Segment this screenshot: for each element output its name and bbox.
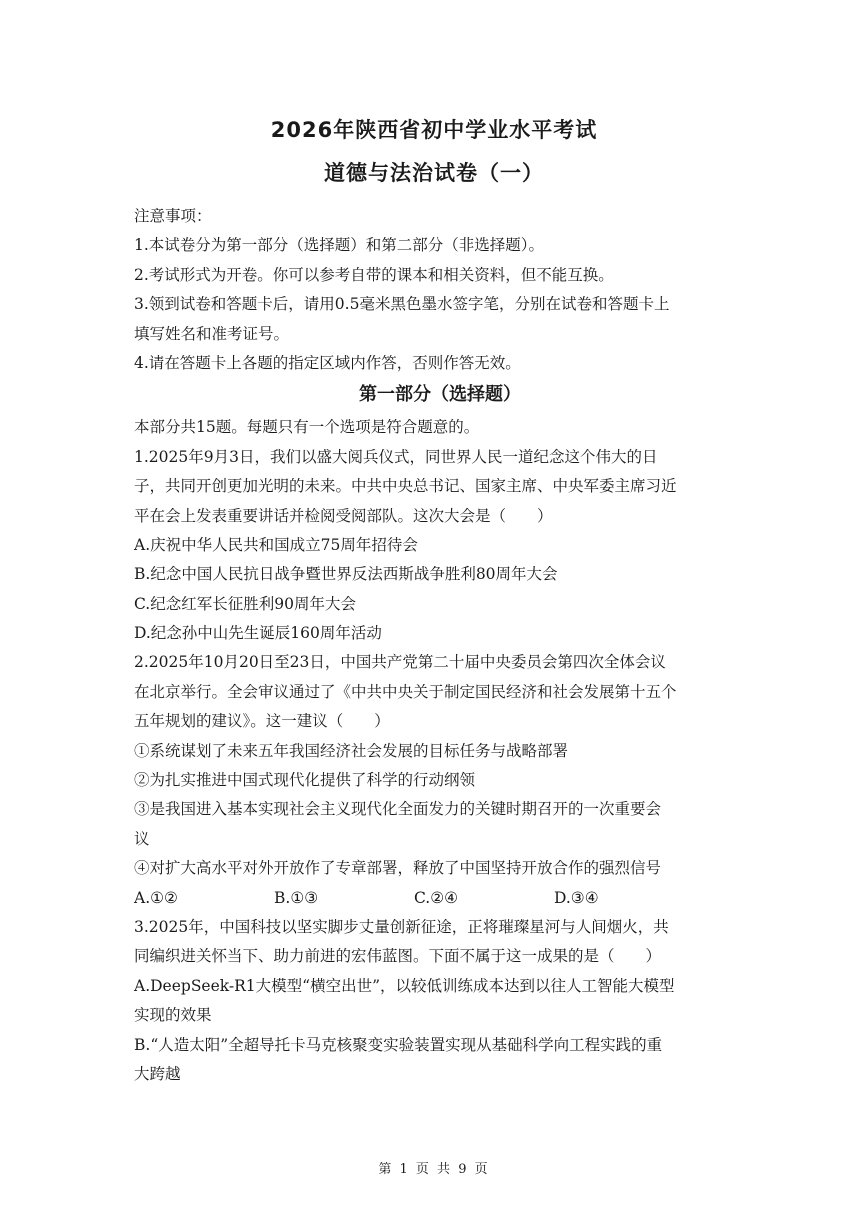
question-2-stem: 2.2025年10月20日至23日，中国共产党第二十届中央委员会第四次全体会议 [134,653,666,672]
question-1-option-c: C.纪念红军长征胜利90周年大会 [134,594,356,613]
question-2-stem: 在北京举行。全会审议通过了《中共中央关于制定国民经济和社会发展第十五个 [134,682,677,701]
question-1-stem: 1.2025年9月3日，我们以盛大阅兵仪式，同世界人民一道纪念这个伟大的日 [134,447,658,466]
exam-title: 2026年陕西省初中学业水平考试 [270,118,598,142]
question-3-option-a-cont: 实现的效果 [134,1006,212,1025]
notice-item: 填写姓名和准考证号。 [134,324,290,343]
question-1-option-d: D.纪念孙中山先生诞辰160周年活动 [134,624,382,643]
question-2-option-c: C.②④ [414,888,459,907]
question-2-option-a: A.①② [134,888,178,907]
question-2-option-d: D.③④ [554,888,599,907]
question-2-option-b: B.①③ [274,888,319,907]
question-3-option-b-cont: 大跨越 [134,1064,181,1083]
notice-item: 2.考试形式为开卷。你可以参考自带的课本和相关资料，但不能互换。 [134,265,614,284]
question-2-statement: 议 [134,829,150,848]
question-3-stem: 3.2025年，中国科技以坚实脚步丈量创新征途，正将璀璨星河与人间烟火，共 [134,917,669,936]
notice-item: 4.请在答题卡上各题的指定区域内作答，否则作答无效。 [134,353,521,372]
page-number: 第 1 页 共 9 页 [378,1162,490,1177]
question-2-stem: 五年规划的建议》。这一建议（ ） [134,712,390,731]
question-2-statement: ①系统谋划了未来五年我国经济社会发展的目标任务与战略部署 [134,741,569,760]
part1-title: 第一部分（选择题） [359,384,521,406]
question-1-option-a: A.庆祝中华人民共和国成立75周年招待会 [134,535,418,554]
part1-intro: 本部分共15题。每题只有一个选项是符合题意的。 [134,418,480,437]
notice-item: 1.本试卷分为第一部分（选择题）和第二部分（非选择题）。 [134,236,545,255]
question-3-option-a: A.DeepSeek-R1大模型“横空出世”，以较低训练成本达到以往人工智能大模型 [134,976,675,995]
question-2-statement: ③是我国进入基本实现社会主义现代化全面发力的关键时期召开的一次重要会 [134,800,662,819]
question-1-stem: 子，共同开创更加光明的未来。中共中央总书记、国家主席、中央军委主席习近 [134,477,677,496]
exam-subtitle: 道德与法治试卷（一） [324,161,544,185]
question-2-statement: ②为扎实推进中国式现代化提供了科学的行动纲领 [134,771,476,790]
question-1-stem: 平在会上发表重要讲话并检阅受阅部队。这次大会是（ ） [134,506,553,525]
question-3-stem: 同编织进关怀当下、助力前进的宏伟蓝图。下面不属于这一成果的是（ ） [134,947,662,966]
question-2-statement: ④对扩大高水平对外开放作了专章部署，释放了中国坚持开放合作的强烈信号 [134,859,662,878]
notice-item: 3.领到试卷和答题卡后，请用0.5毫米黑色墨水签字笔，分别在试卷和答题卡上 [134,295,670,314]
question-2-options [134,884,746,913]
notice-heading: 注意事项： [134,207,212,225]
exam-body [134,202,746,1089]
question-3-option-b: B.“人造太阳”全超导托卡马克核聚变实验装置实现从基础科学向工程实践的重 [134,1035,663,1054]
question-1-option-b: B.纪念中国人民抗日战争暨世界反法西斯战争胜利80周年大会 [134,565,558,584]
